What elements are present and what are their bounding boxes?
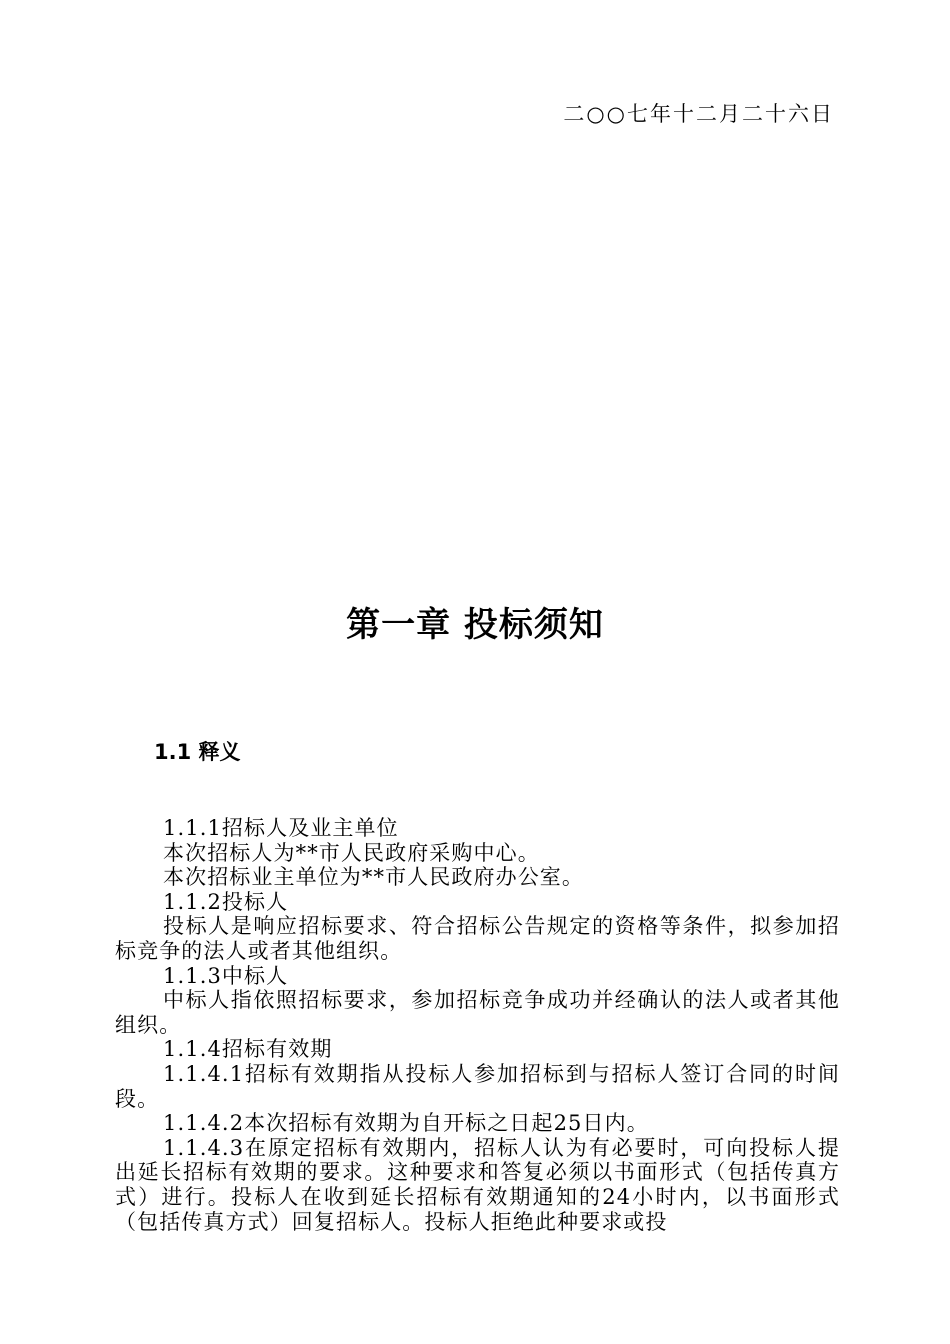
body-paragraph: 1.1.4.2本次招标有效期为自开标之日起25日内。 [163, 1111, 649, 1136]
clause-heading: 1.1.4招标有效期 [163, 1037, 333, 1062]
body-paragraph: 1.1.4.3在原定招标有效期内，招标人认为有必要时，可向投标人提出延长招标有效期的要求。这种要求和答复必须以书面形式（包括传真方式）进行。投标人在收到延长招标有效期通知的24小时内，以书面形式（包括传真方式）回复招标人。投标人拒绝此种要求或投 [115, 1135, 840, 1234]
clause-heading: 1.1.3中标人 [163, 963, 289, 988]
body-paragraph: 投标人是响应招标要求、符合招标公告规定的资格等条件，拟参加招标竞争的法人或者其他组织。 [115, 914, 840, 963]
clause-heading: 1.1.1招标人及业主单位 [163, 816, 399, 840]
section-title: 1.1 释义 [154, 740, 241, 764]
body-paragraph: 本次招标业主单位为**市人民政府办公室。 [163, 865, 584, 890]
body-paragraph: 本次招标人为**市人民政府采购中心。 [163, 840, 540, 865]
body-paragraph: 1.1.4.1招标有效期指从投标人参加招标到与招标人签订合同的时间段。 [115, 1061, 840, 1111]
body-paragraph: 中标人指依照招标要求，参加招标竞争成功并经确认的法人或者其他组织。 [115, 988, 840, 1037]
clause-heading: 1.1.2投标人 [163, 889, 289, 914]
document-date: 二○○七年十二月二十六日 [563, 102, 834, 126]
chapter-title: 第一章 投标须知 [346, 605, 604, 645]
document-body [115, 816, 840, 1234]
